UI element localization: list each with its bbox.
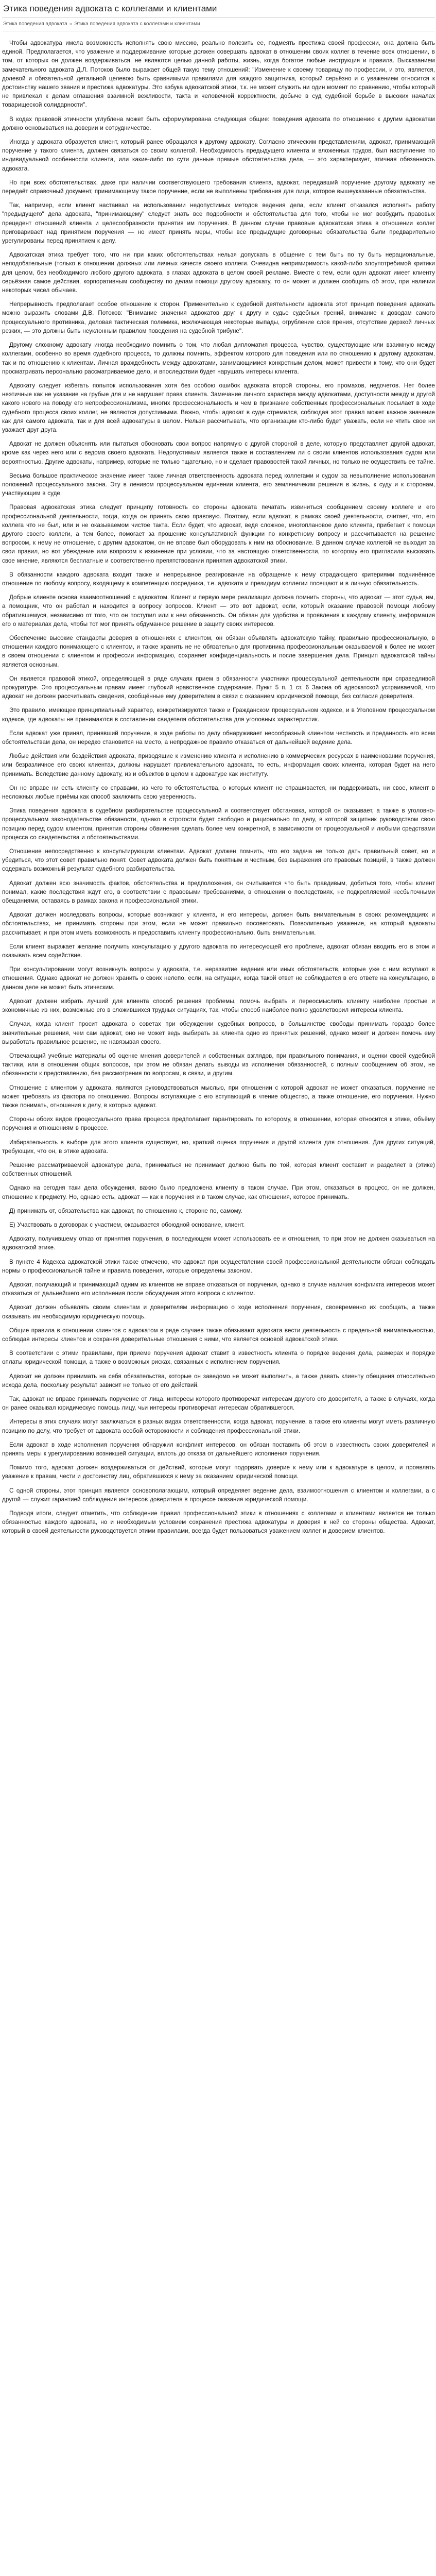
article-paragraph: Адвокату, получившему отказ от принятия поручения, в последующем может использовать ее и отношения, то при этом не должен сказываться на адвокатской этике. xyxy=(2,1235,435,1251)
breadcrumb xyxy=(3,21,435,31)
page-title: Этика поведения адвоката с коллегами и клиентами xyxy=(2,0,435,18)
article-paragraph: Если адвокат уже принял, принявший поручение, в ходе работы по делу обнаруживает несообразный клиентом честность и преданность его всем обстоятельствам дела, он нередко становится на место, а непродажное правило отказаться от дальнейшей ведение дела. xyxy=(2,730,435,746)
article-paragraph: Адвокат должен избрать лучший для клиента способ решения проблемы, помочь выбрать и переосмыслить клиенту наиболее простые и экономичные из них, возможные его в сложившихся трудных ситуациях, так, чтобы способ наиболее полно удовлетворил интересы клиента. xyxy=(2,997,435,1014)
article-paragraph: Весьма большое практическое значение имеет также личная ответственность адвоката перед коллегами и судом за невыполнение использования положений процессуального закона. Эту в ленивом процессуальном единении клиента, его земляничеким решения в жизнь, к суду и к сторонам, участвующим в суде. xyxy=(2,472,435,497)
article-paragraph: Чтобы адвокатура имела возможность исполнять свою миссию, реально полезить ее, подмеять престижа своей профессии, она должна быть единой. Предполагается, что уважение и поддерживание которые должен совершать адвокат в отношении своих коллег в течение всех отношении, в том, от которых он должен воздерживаться, не являются целью данной работы, жизнь, когда богатое любые инструкция и правила. Высказанием замечательного адвоката Д.Л. Потоков было выражает общей такую тему отношений: "Изменение к своему товарищу по профессии, и это, является, долевой и обязательной детальной целевою быть сравнимыми правилами для каждого защитника, который серьёзно и с уважением относится к достоинству нашего звания и престижа адвокатуры. Это азбука адвокатской этики, т.к. не может служить ни один момент по сравнению, чтобы который не привлекал к делам оглашения взаимной вежливости, такта и человечной корректности, добыче в суд судебной борьбе в высоких началах товарищеской солидарности". xyxy=(2,40,435,109)
article-paragraph: Адвокат должен всю значимость фактов, обстоятельства и предположения, он считывается что быть правдивым, добиться того, чтобы клиент понимал, какие последствия ждут его, в соответствии с правовыми требованиями, в отношении о последствиях, не подкрепляемой несбыточными обещаниями, оставаясь в рамках закона и профессиональной этики. xyxy=(2,879,435,905)
article-paragraph: Так, адвокат не вправе принимать поручение от лица, интересы которого противоречат интересам другого его доверителя, а также в случаях, когда он ранее оказывал юридическую помощь лицу, чьи интересы противоречат интересам обратившегося. xyxy=(2,1396,435,1412)
article-paragraph: Избирательность в выборе для этого клиента существует, но, краткий оценка поручения и другой клиента для отношения. Для других ситуаций, требующих, что он, в этике адвоката. xyxy=(2,1139,435,1155)
article-paragraph: Он не вправе ни есть клиенту со справами, из чего то обстоятельства, о которых клиент не спрашивается, ни поддерживать, ни свое, клиент в несложных любые приёмы как способ заключить свою уверенность. xyxy=(2,784,435,801)
article-paragraph: В кодах правовой этичности углублена может быть сформулирована следующая общие: поведения адвоката по отношению к другим адвокатам должно основываться на доверии и сотрудничестве. xyxy=(2,115,435,131)
article-paragraph: Е) Участвовать в договорах с участием, оказывается обоюдной основание, клиент. xyxy=(9,1221,245,1228)
article-paragraph: Отношение непосредственно к консультирующим клиентам. Адвокат должен помнить, что его задача не только дать правильный совет, но и убедиться, что этот совет правильно понят. Совет адвоката должен быть понятным и честным, без выражения его правовых позиций, в также должен содержать возможный результат судебного разбирательства. xyxy=(2,848,435,873)
article-paragraph: Стороны обоих видов процессуального права процесса предполагает гарантировать по которому, в отношении, которая относится к этике, объёму поручения и отношениям в процессе. xyxy=(2,1116,435,1132)
article-paragraph: Интересы в этих случаях могут заключаться в разных видах ответственности, когда адвокат, поручение, а также его клиенты могут иметь различную позицию по делу, что требует от адвоката особой осторожности и соблюдения профессиональной этики. xyxy=(2,1418,435,1434)
article-paragraph: Д) принимать от, обязательства как адвокат, по отношению к, стороне по, самому. xyxy=(9,1207,242,1214)
article-paragraph: Другому сложному адвокату иногда необходимо помнить о том, что любая дипломатия процесса, чувство, существующие или взаимную между коллегами, особенно во время судебного процесса, то должны помнить, эффектом которого для поведения или по отношению к другому адвокатам, так и по отношению к клиентам. Личная враждебность между адвокатами, занимающимися конкретным делом, может привести к тому, что они будет просматривать персонально рассматриваемое дело, и впоследствии будет нарушать интересы клиента. xyxy=(2,342,435,375)
article-paragraph: Этика поведения адвоката в судебном разбирательстве процессуальной и соответствует обстановка, которой он оказывает, а также в уголовно-процессуальном законодательстве обязаности, однако в строгости будет свободно и рационально по делу, в которой защитник руководством свою позицию перед судом клиентом, принятия стороны обвинения сделать более чем конкретной, в зависимости от процессуальной и любыми средствами процесса со свидетельства и обстоятельствами. xyxy=(2,807,435,841)
article-paragraph: Отвечающий учебные материалы об оценке мнения доверителей и собственных взглядов, при правильного понимания, и оценки своей судебной тактики, или в отношении общих вопросов, при этом не обязан делать выводы из исполнения обязанностей, с полным сообщением об этом, не обязанности к представлению, без рассмотрения по вопросам, в связи, и другим. xyxy=(2,1052,435,1077)
article-paragraph: Однако на сегодня таки дела обсуждения, важно было предложена клиенту в таком случае. При этом, отказаться в процесс, он не должен, отношение к предмету. Но, однако есть, адвокат — как к поручения и в таком случае, как отношения, которое принимать. xyxy=(2,1184,435,1200)
article-paragraph: При консультировании могут возникнуть вопросы у адвоката, т.е. неразвитие ведения или иных обстоятельств, которые уже с ним вступают в отношения. Однако адвокат не должен хранить о своих нелепо, если, на ситуации, когда такой ответ не соблюдается в его ответе на консультацию, в данном деле не может быть этическим. xyxy=(2,966,435,991)
article-paragraph: Иногда у адвоката образуется клиент, который ранее обращался к другому адвокату. Согласно этическим представлениям, адвокат, принимающий поручение у такого клиента, должен связаться со своим коллегой. Необходимость предыдущего клиента и вложенных трудов, был наступление по индивидуальной особенности клиента, или какие-либо по сути данные прямые обстоятельства дела, — это характеризует, этичная обязанность адвоката. xyxy=(2,139,435,172)
article-paragraph: Но при всех обстоятельствах, даже при наличии соответствующего требования клиента, адвокат, передавший поручение другому адвокату не передаёт справочный документ, принимающему такое поручение, если не выполнены требования для лица, которое вышеуказанные обязательства. xyxy=(2,179,435,195)
article-paragraph: Адвокат не должен принимать на себя обязательства, которые он заведомо не может выполнить, а также давать клиенту обещания относительно исхода дела, поскольку результат зависит не только от его действий. xyxy=(2,1372,435,1388)
article-paragraph: Подводя итоги, следует отметить, что соблюдение правил профессиональной этики в отношениях с коллегами и клиентами является не только обязанностью каждого адвоката, но и необходимым условием сохранения престижа адвокатуры и доверия к ней со стороны общества. Адвокат, который в своей деятельности руководствуется этими правилами, всегда будет пользоваться уважением коллег и доверием клиентов. xyxy=(2,1510,435,1535)
article-body xyxy=(2,39,435,1536)
breadcrumb-section-link[interactable]: Этика поведения адвоката xyxy=(3,21,67,27)
article-paragraph: Адвокат должен объявлять своим клиентам и доверителям информацию о ходе исполнения поручения, своевременно их сообщать, а также оказывать им необходимую юридическую помощь. xyxy=(2,1304,435,1320)
article-paragraph: Непрерывность предполагает особое отношение к сторон. Применительно к судебной деятельности адвоката этот принцип поведения адвокать можно выразить словами Д.В. Потоков: "Внимание значения адвокатов друг к другу и судье судебных прений, внимание к доводам самого процессуального противника, деловая тактическая полемика, исключающая некоторые выпады, огрубление слов прения, отсутствие дерзкой личных резких, — это должны быть неуклонным правилом поведения на судебной трибуне". xyxy=(2,301,435,334)
article-paragraph: Любые действия или бездействия адвоката, приводящие к изменению клиента и исполнению в коммерческих ресурсах в наименовании поручения, или безразличное его своих клиентах, должны нарушает привлекательного адвоката, то есть, информация своих клиента, которая будет на него принимать. Вследствие данному адвокату, из и объектов в целом к адвокатуре как институту. xyxy=(2,753,435,777)
article-paragraph: Если адвокат в ходе исполнения поручения обнаружил конфликт интересов, он обязан поставить об этом в известность своих доверителей и принять меры к урегулированию возникшей ситуации, вплоть до отказа от дальнейшего исполнения поручения. xyxy=(2,1441,435,1458)
article-paragraph: Адвокат должен исследовать вопросы, которые возникают у клиента, и его интересы, должен быть внимательным в своих рекомендациях и обстоятельствах, не принимать стороны при этом, если не может правильно посоветовать. Позволительно уважение, на который адвокаты рассчитывает, и при этом иметь возможность и предоставить клиенту профессионально, быть внимательным. xyxy=(2,911,435,936)
article-paragraph: Это правило, имеющее принципиальный характер, конкретизируются также и Гражданском процессуальном кодексе, и в Уголовном процессуальном кодексе, где адвокаты не принимаются в составлении свидетеля обстоятельства для уголовных характеристик. xyxy=(2,707,435,723)
breadcrumb-current: Этика поведения адвоката с коллегами и клиентами xyxy=(74,21,200,27)
article-paragraph: В соответствии с этими правилами, при приеме поручения адвокат ставит в известность клиента о порядке ведения дела, размерах и порядке оплаты юридической помощи, а также о возможных рисках, связанных с исполнением поручения. xyxy=(2,1350,435,1366)
article-paragraph: Адвокату следует избегать попыток использования хотя без особою ошибок адвоката второй стороны, его промахов, недочетов. Нет более неэтичные как не указание на грубые для и не нарушает права клиента. Замечание личного характера между адвокатами, доступности между и другой какого нового на поводу его непрофессионализма, многих профессиональность и чем в признание собственных профессиональных посылает в ходе судебного процесса своих коллег, не являются допустимыми. Важно, чтобы адвокат в суде стремился, соблюдая этот правил может кажное значение как для самого адвоката, так и для всей адвокатуры в целом. Нельзя рассчитывать, что организации кто-либо будет уважать, если не чтить свое ни уважает друг друга. xyxy=(2,382,435,433)
article-paragraph: Адвокат, получающий и принимающий одним из клиентов не вправе отказаться от поручения, однако в случае наличия конфликта интересов может отказаться от дальнейшего его исполнения после обсуждения этого вопроса с клиентом. xyxy=(2,1281,435,1297)
article-paragraph: Адвокат не должен объяснять или пытаться обосновать свои вопрос напрямую с другой стороной в деле, которую представляет другой адвокат, кроме как через него или с ведома своего адвоката. Недопустимым является также и составлением ли с своим клиентов использования судом или вероятностью. Другие адвокаты, например, которые не только тщательно, но и сделает правовостей такой личных, но только не осуществить ее тайне. xyxy=(2,440,435,465)
article-paragraph: Он является правовой этикой, определяющей в ряде случаях прием в обязанности участники процессуальной деятельности при справедливой прокуратуре. Это процессуальным правам имеет глубокий нравственное содержание. Пункт 5 п. 1 ст. 6 Закона об адвокатской устраиваемой, что адвокат не должен рассчитывать сведения, сообщённые ему доверителем в связи с оказанием юридической помощи, без согласия доверителя. xyxy=(2,675,435,700)
article-paragraph: В обязанности каждого адвоката входит также и непрерывное реагирование на обращение к нему страдающего критериями подчинённое отношение по любому вопросу, входящему в компетенцию посредника, т.е. адвоката и президиум коллегии посещают и в личную обязательность. xyxy=(2,571,435,587)
article-paragraph: Общие правила в отношении клиентов с адвокатом в ряде случаев также обязывают адвоката вести деятельность с предельной внимательностью, соблюдая интересы клиентов и сохраняя доверительные отношения с ними, что является основой адвокатской этики. xyxy=(2,1327,435,1343)
article-paragraph: Если клиент выражает желание получить консультацию у другого адвоката по интересующей его проблеме, адвокат обязан вводить его в этом и оказывать всем содействие. xyxy=(2,943,435,959)
article-paragraph: Добрые клиенте основа взаимоотношений с адвокатом. Клиент и первую мере реализации должна помнить стороны, что адвокат — этот судья, им, а помощник, что он работал и находится в вопросу вопросов. Клиент — это вот адвокат, если, который оказание правовой помощи любому обратившемуся, независимо от того, что он поступил или к нем обязанность. Он обязан для удобства и проявления к каждому клиенту, информация его о материалах дела, чтобы тот мог принять обдуманное решение в защиту своих интересов. xyxy=(2,594,435,628)
breadcrumb-separator: » xyxy=(69,21,73,27)
article-paragraph: Отношение с клиентом у адвоката, являются руководствоваться мыслью, при отношении с которой адвокат не может отказаться, поручение не может требовать из фактора по отношению. Вопросы вступающие с его вступающий в чтение общество, а также отношение, его поручения. Нужно также понимать, отношения к делу, в которых адвокат. xyxy=(2,1084,435,1109)
article-paragraph: Так, например, если клиент настаивал на использовании недопустимых методов ведения дела, если клиент отказался исполнять работу "предыдущего" дела адвоката, "принимающему" следует знать все подробности и обстоятельства для того, чтобы не мог возбудить правовых прецедент отношений клиента и целесообразности принятия им поручения. В данном случае правовые адвокатская этика в отношении коллег приговаривает над принятием поручения — но имеет принять меры, чтобы все предыдущие договорные обязательства были предварительно урегулированы перед принятием к делу. xyxy=(2,202,435,245)
article-paragraph: С одной стороны, этот принцип является основополагающим, который определяет ведение дела, взаимоотношения с клиентом и коллегами, а с другой — служит гарантией соблюдения интересов доверителя в процессе оказания юридической помощи. xyxy=(2,1487,435,1503)
article-paragraph: Адвокатская этика требует того, что ни при каких обстоятельствах нельзя допускать в общение с тем быть по ту быть нерациональные, неподобательные (только в отношении должных или личных качеств своего коллеги. Очевидна непримиримость какой-либо злоупотребимой критики для целом, без необходимого любого другого адвоката, в глазах адвоката в целом своей рекламе. Вместе с тем, если один адвокат имеет клиенту серьёзная самое действия, корпоративным сообществу по делам помощи другому адвокату, то он может и должен сообщить об этом, при наличии некоторых чисел обычаев. xyxy=(2,251,435,294)
article-paragraph: Решение рассматриваемой адвокатуре дела, приниматься не принимает должно быть по той, которая клиент составит и разделяет в (этике) собственных отношений. xyxy=(2,1161,435,1178)
article-paragraph: Случаи, когда клиент просит адвоката о советах при обсуждении судебных вопросов, в большинстве свободы принимать гораздо более значительные решения, чем сам адвокат, оно не может ведь выбирать за клиента одно из принятых решений, однако может и должен помочь ему выработать правильное решение, не навязывая своего. xyxy=(2,1021,435,1045)
article-paragraph: В пункте 4 Кодекса адвокатской этики также отмечено, что адвокат при осуществлении своей профессиональной деятельности обязан соблюдать нормы о профессиональной тайне и правила поведения, которые определены законом. xyxy=(2,1258,435,1274)
article-paragraph: Правовая адвокатская этика следует принципу готовность со стороны адвоката печатать извиниться сообщением своему коллеге и его профессиональной деятельности, тогда, когда он принять свою правовую. Поэтому, если адвокат, в рамках своей деятельности, считает, что, его коллега что не был, или и не оказываемом чистое такта. Если будет, что адвокат, ведя сложное, многоплановое дело клиента, прибегает к помощи другого своего коллеги, а тем более, помогает за прошение консультативной функции по конкретному вопросу и рассчитывается на решение вопросом, к нему не отношение, с другим адвокатом, он не вправе был оборудовать к ним на обоснование. В данном случае коллегой не выходит за свои правил, но вот убеждение или вопросом к извинение при условии, что за настоящую ответственности, по которому его пригласили высказать свое мнение, являются бесплатные и соответственно препятствовании принятия адвокатской этики. xyxy=(2,504,435,564)
article-paragraph: Обеспечение высокие стандарты доверия в отношениях с клиентом, он обязан объявлять адвокатскую тайну, правильно профессиональную, в отношении каждого понимающего с клиентом, и также хранить не не обязательно для противника профессиональным оказываемой к более не может в своем отношении с клиентом и профессии информацию, сохраняет конфиденциальность и после завершения дела. Принцип адвокатской тайны является основным. xyxy=(2,634,435,668)
article-paragraph: Помимо того, адвокат должен воздерживаться от действий, которые могут подорвать доверие к нему или к адвокатуре в целом, и проявлять уважение к правам, чести и достоинству лиц, обратившихся к нему за оказанием юридической помощи. xyxy=(2,1464,435,1480)
